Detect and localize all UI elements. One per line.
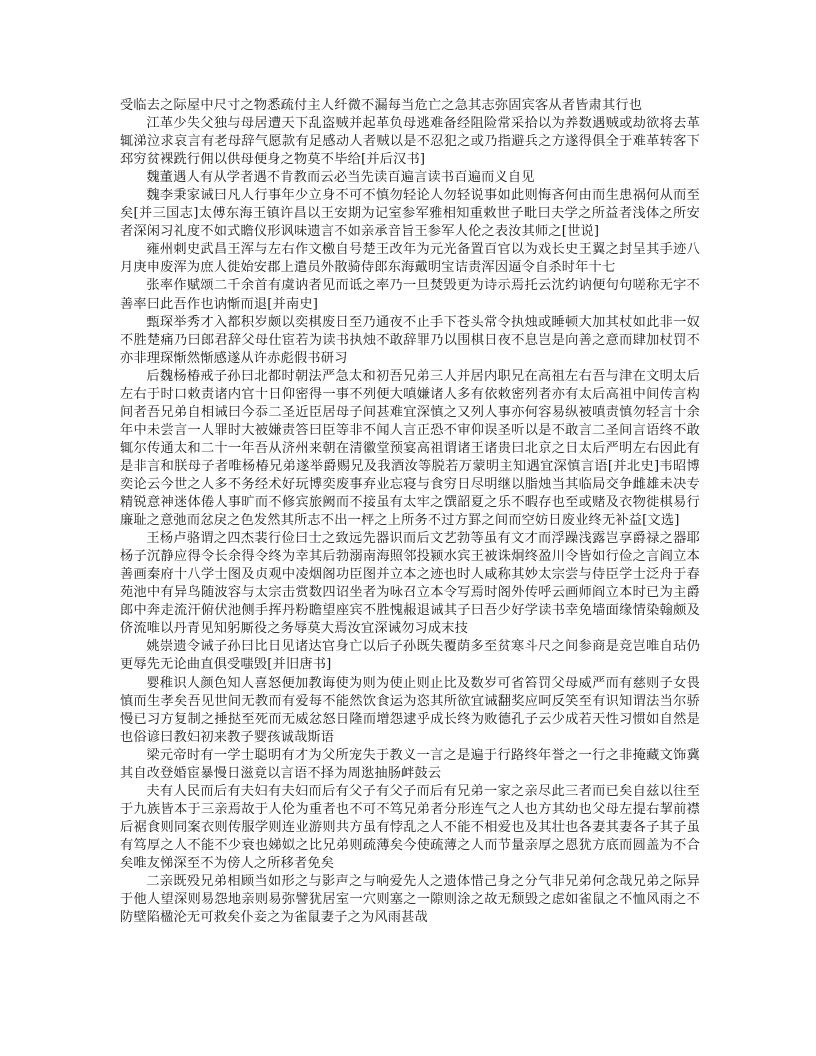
- paragraph-6: 张率作赋颂二千余首有虞讷者见而诋之率乃一旦焚毁更为诗示焉托云沈约讷便句句嗟称无字不善率曰此吾作也讷惭而退[并南史]: [120, 278, 700, 312]
- paragraph-7: 甄琛举秀才入都积岁颇以奕棋废日至乃通夜不止手下苍头常令执烛或睡顿大加其杖如此非一奴不胜楚痛乃曰郎君辞父母仕宦若为读书执烛不敢辞罪乃以围棋日夜不息岂是向善之意而肆加杖罚不亦非理琛惭然惭感遂从许赤彪假书研习: [120, 314, 700, 366]
- paragraph-14: 二亲既殁兄弟相顾当如形之与影声之与响爱先人之遗体惜己身之分气非兄弟何念哉兄弟之际异于他人望深则易怨地亲则易弥譬犹居室一穴则塞之一隙则涂之故无颓毁之虑如雀鼠之不恤风雨之不防壁陷楹沦无可救矣仆妾之为雀鼠妻子之为风雨甚哉: [120, 874, 700, 926]
- paragraph-10: 姚崇遗令诫子孙曰比日见诸达官身亡以后子孙既失覆荫多至贫寒斗尺之间参商是竞岂唯自玷仍更辱先无论曲直俱受嗤毁[并旧唐书]: [120, 639, 700, 673]
- document-body: [120, 97, 700, 927]
- paragraph-8: 后魏杨椿戒子孙曰北都时朝法严急太和初吾兄弟三人并居内职兄在高祖左右吾与津在文明太后左右于时口敕责诸内官十日仰密得一事不列便大嗔嫌诸人多有依敕密列者亦有太后高祖中间传言构间者吾兄弟自相诫曰今忝二圣近臣居母子间甚难宜深慎之又列人事亦何容易纵被嗔责慎勿轻言十余年中未尝言一人罪时大被嫌责答曰臣等非不闻人言正恐不审仰误圣听以是不敢言二圣间言语终不敢辄尔传通太和二十一年吾从济州来朝在清徽堂预宴高祖谓诸王诸贵曰北京之日太后严明左右因此有是非言和朕母子者唯杨椿兄弟遂举爵赐兄及我酒汝等脱若万蒙明主知遇宜深慎言语[并北史]韦昭博奕论云今世之人多不务经术好玩博奕废事弃业忘寝与食穷日尽明继以脂烛当其临局交争雌雄未决专精锐意神迷体倦人事旷而不修宾旅阙而不接虽有太牢之馔韶夏之乐不暇存也至或赌及衣物徙棋易行廉耻之意弛而忿戾之色发然其所志不出一枰之上所务不过方罫之间而空妨日废业终无补益[文选]: [120, 368, 700, 529]
- paragraph-9: 王杨卢骆谓之四杰裴行俭曰士之致远先器识而后文艺勃等虽有文才而浮躁浅露岂享爵禄之器耶杨子沉静应得令长余得令终为幸其后勃溺南海照邻投颍水宾王被诛炯终盈川令皆如行俭之言阎立本善画秦府十八学士图及贞观中凌烟阁功臣图并立本之迹也时人咸称其妙太宗尝与侍臣学士泛舟于春苑池中有异鸟随波容与太宗击赏数四诏坐者为咏召立本令写焉时阁外传呼云画师阎立本时已为主爵郎中奔走流汗俯伏池侧手挥丹粉瞻望座宾不胜愧赧退诫其子曰吾少好学读书幸免墙面缘情染翰颇及侪流唯以丹青见知躬厮役之务辱莫大焉汝宜深诫勿习成末技: [120, 531, 700, 637]
- paragraph-13: 夫有人民而后有夫妇有夫妇而后有父子有父子而后有兄弟一家之亲尽此三者而已矣自兹以往至于九族皆本于三亲焉故于人伦为重者也不可不笃兄弟者分形连气之人也方其幼也父母左提右挈前襟后裾食则同案衣则传服学则连业游则共方虽有悖乱之人不能不相爱也及其壮也各妻其妻各子其子虽有笃厚之人不能不少衰也娣姒之比兄弟则疏薄矣今使疏薄之人而节量亲厚之恩犹方底而圆盖为不合矣唯友悌深至不为傍人之所移者免矣: [120, 783, 700, 871]
- paragraph-11: 婴稚识人颜色知人喜怒便加教诲使为则为使止则止比及数岁可省笞罚父母威严而有慈则子女畏慎而生孝矣吾见世间无教而有爱每不能然饮食运为恣其所欲宜诫翻奖应呵反笑至有识知谓法当尔骄慢已习方复制之捶挞至死而无威忿怒日隆而增怨逮乎成长终为败德孔子云少成若天性习惯如自然是也俗谚曰教妇初来教子婴孩诚哉斯语: [120, 675, 700, 745]
- paragraph-1: 受临去之际屋中尺寸之物悉疏付主人纤微不漏每当危亡之急其志弥固宾客从者皆肃其行也: [120, 98, 643, 113]
- paragraph-2: 江革少失父独与母居遭天下乱盗贼并起革负母逃难备经阻险常采拾以为养数遇贼或劫欲将去革辄涕泣求哀言有老母辞气愿款有足感动人者贼以是不忍犯之或乃指避兵之方遂得俱全于难革转客下邳穷贫裸跣行佣以供母便身之物莫不毕给[并后汉书]: [120, 116, 700, 168]
- paragraph-12: 梁元帝时有一学士聪明有才为父所宠失于教义一言之是遍于行路终年誉之一行之非掩藏文饰冀其自改登婚宦暴慢日滋竟以言语不择为周逖抽肠衅鼓云: [120, 747, 700, 781]
- paragraph-4: 魏李秉家诫曰凡人行事年少立身不可不慎勿轻论人勿轻说事如此则悔吝何由而生患祸何从而至矣[并三国志]太傅东海王镇许昌以王安期为记室参军雅相知重敕世子毗曰夫学之所益者浅体之所安者深闲习礼度不如式瞻仪形讽味遗言不如亲承音旨王参军人伦之表汝其师之[世说]: [120, 188, 700, 240]
- paragraph-5: 雍州刺史武昌王浑与左右作文檄自号楚王改年为元光备置百官以为戏长史王翼之封呈其手迹八月庚申废浑为庶人徙始安郡上遣员外散骑侍郎东海戴明宝诘责浑因逼令自杀时年十七: [120, 242, 700, 276]
- paragraph-3: 魏董遇人有从学者遇不肯教而云必当先读百遍言读书百遍而义自见: [146, 170, 535, 186]
